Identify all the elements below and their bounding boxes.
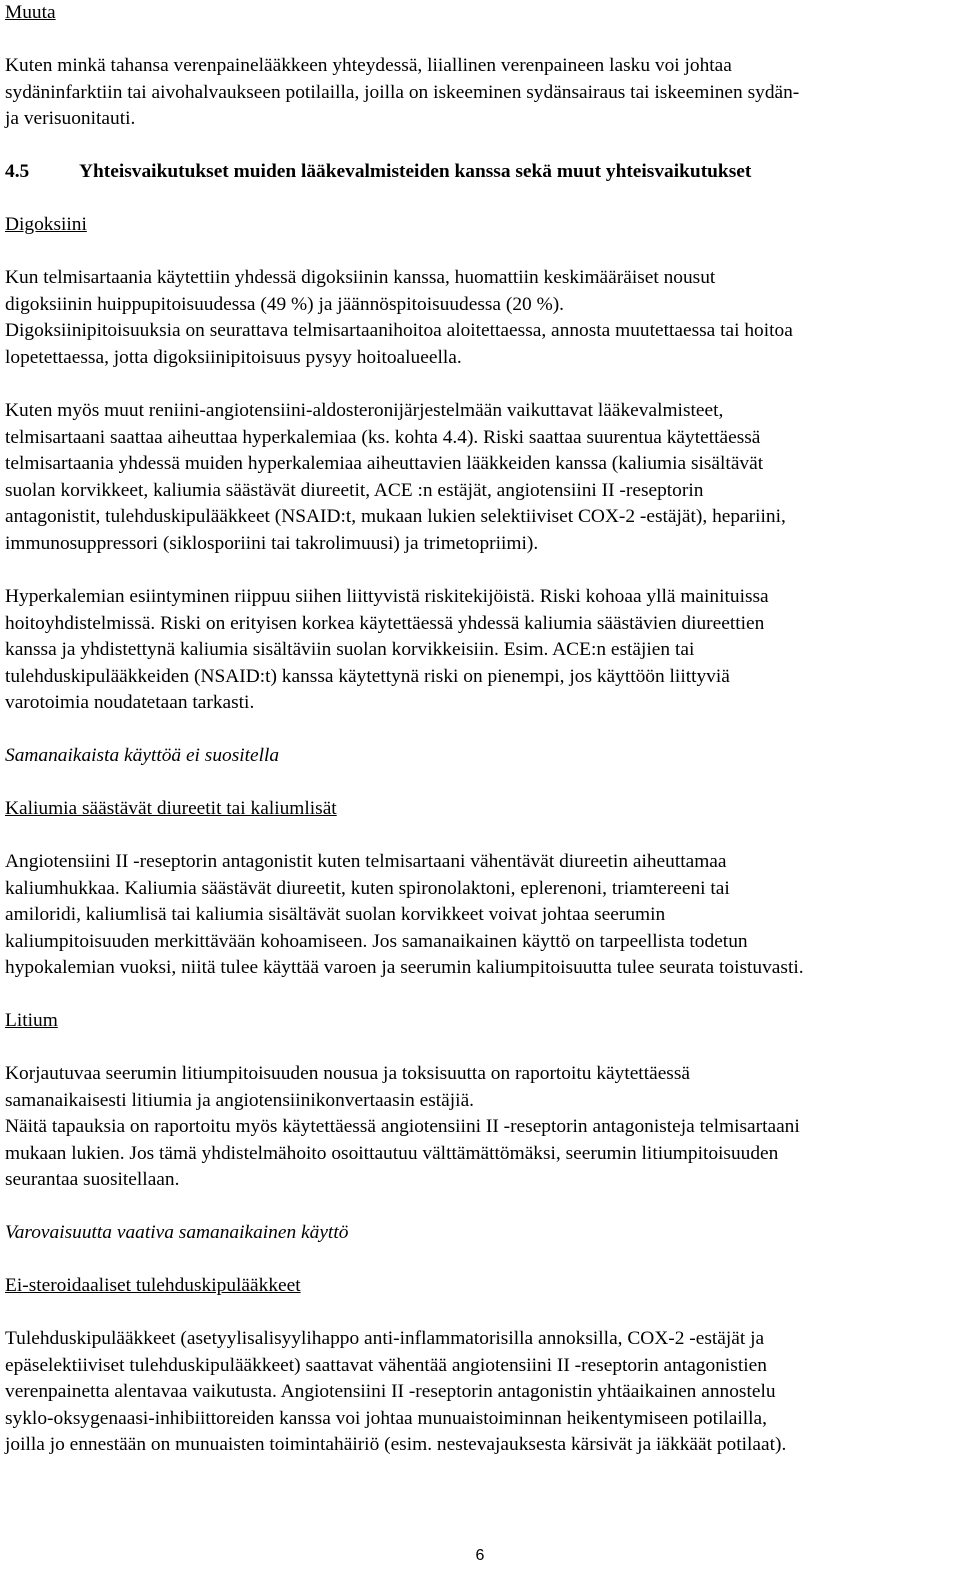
hyperkalemia-paragraph [5,584,769,717]
litium-line: Näitä tapauksia on raportoitu myös käytettäessä angiotensiini II -reseptorin antagonisteja telmisartaani [5,1116,800,1138]
section-title: Yhteisvaikutukset muiden lääkevalmisteiden kanssa sekä muut yhteisvaikutukset [79,161,752,182]
raas-line: suolan korvikkeet, kaliumia säästävät diureetit, ACE :n estäjät, angiotensiini II -reseptorin [5,479,704,501]
nsaid-line: epäselektiiviset tulehduskipulääkkeet) saattavat vähentää angiotensiini II -reseptorin antagonistien [5,1354,767,1376]
nsaid-paragraph [5,1326,786,1459]
kalium-line: kaliumhukkaa. Kaliumia säästävät diureetit, kuten spironolaktoni, eplerenoni, triamtereeni tai [5,877,730,899]
muuta-line: sydäninfarktiin tai aivohalvaukseen potilailla, joilla on iskeeminen sydänsairaus tai iskeeminen sydän- [5,81,800,103]
kalium-heading: Kaliumia säästävät diureetit tai kaliumlisät [5,798,337,819]
litium-line: Korjautuvaa seerumin litiumpitoisuuden nousua ja toksisuutta on raportoitu käytettäessä [5,1063,690,1084]
digoksiini-line: lopetettaessa, jotta digoksiinipitoisuus pysyy hoitoalueella. [5,346,462,368]
nsaid-line: verenpainetta alentavaa vaikutusta. Angiotensiini II -reseptorin antagonistin yhtäaikainen annostelu [5,1381,776,1403]
section-heading [5,159,751,186]
not-recommended-heading: Samanaikaista käyttöä ei suositella [5,745,280,766]
litium-line: seurantaa suositellaan. [5,1169,180,1191]
caution-heading: Varovaisuutta vaativa samanaikainen käyttö [5,1222,349,1243]
digoksiini-heading: Digoksiini [5,214,87,235]
page-number: 6 [475,1547,485,1564]
kalium-line: Angiotensiini II -reseptorin antagonistit kuten telmisartaani vähentävät diureetin aiheuttamaa [5,851,727,872]
hyperkalemia-line: kanssa ja yhdistettynä kaliumia sisältäviin suolan korvikkeisiin. Esim. ACE:n estäjien tai [5,639,695,661]
hyperkalemia-line: Hyperkalemian esiintyminen riippuu siihen liittyvistä riskitekijöistä. Riski kohoaa yllä mainituissa [5,586,769,607]
nsaid-heading: Ei-steroidaaliset tulehduskipulääkkeet [5,1275,301,1296]
raas-line: immunosuppressori (siklosporiini tai takrolimuusi) ja trimetopriimi). [5,532,539,554]
digoksiini-line: Digoksiinipitoisuuksia on seurattava telmisartaanihoitoa aloitettaessa, annosta muutettaessa tai hoitoa [5,320,793,342]
litium-line: samanaikaisesti litiumia ja angiotensiinikonvertaasin estäjiä. [5,1089,475,1111]
litium-paragraph [5,1061,800,1194]
hyperkalemia-line: tulehduskipulääkkeiden (NSAID:t) kanssa käytettynä riski on pienempi, jos käyttöön liittyviä [5,665,730,687]
nsaid-line: Tulehduskipulääkkeet (asetyylisalisyylihappo anti-inflammatorisilla annoksilla, COX-2 -estäjät ja [5,1328,765,1349]
nsaid-line: syklo-oksygenaasi-inhibiittoreiden kanssa voi johtaa munuaistoiminnan heikentymiseen potilailla, [5,1407,768,1429]
digoksiini-line: digoksiinin huippupitoisuudessa (49 %) ja jäännöspitoisuudessa (20 %). [5,293,565,315]
muuta-line: ja verisuonitauti. [5,108,136,130]
raas-line: antagonistit, tulehduskipulääkkeet (NSAID:t, mukaan lukien selektiiviset COX-2 -estäjät), hepariini, [5,506,786,528]
kalium-line: hypokalemian vuoksi, niitä tulee käyttää varoen ja seerumin kaliumpitoisuutta tulee seurata toistuvasti. [5,957,804,979]
kalium-line: amiloridi, kaliumlisä tai kaliumia sisältävät suolan korvikkeet voivat johtaa seerumin [5,904,666,926]
muuta-line: Kuten minkä tahansa verenpainelääkkeen yhteydessä, liiallinen verenpaineen lasku voi johtaa [5,55,732,76]
raas-line: telmisartaania yhdessä muiden hyperkalemiaa aiheuttavien lääkkeiden kanssa (kaliumia sisältävät [5,453,764,475]
raas-line: telmisartaani saattaa aiheuttaa hyperkalemiaa (ks. kohta 4.4). Riski saattaa suurentua käytettäessä [5,426,761,448]
litium-heading: Litium [5,1010,58,1031]
digoksiini-paragraph [5,265,793,371]
kalium-paragraph [5,849,804,982]
section-number: 4.5 [5,161,30,182]
kalium-line: kaliumpitoisuuden merkittävään kohoamiseen. Jos samanaikainen käyttö on tarpeellista todetun [5,930,748,952]
raas-line: Kuten myös muut reniini-angiotensiini-aldosteronijärjestelmään vaikuttavat lääkevalmisteet, [5,400,724,421]
digoksiini-line: Kun telmisartaania käytettiin yhdessä digoksiinin kanssa, huomattiin keskimääräiset nousut [5,267,716,288]
litium-line: mukaan lukien. Jos tämä yhdistelmähoito osoittautuu välttämättömäksi, seerumin litiumpitoisuuden [5,1142,779,1164]
muuta-paragraph [5,53,799,133]
hyperkalemia-line: varotoimia noudatetaan tarkasti. [5,692,255,714]
nsaid-line: joilla jo ennestään on munuaisten toimintahäiriö (esim. nestevajauksesta kärsivät ja iäkkäät potilaat). [5,1434,787,1456]
hyperkalemia-line: hoitoyhdistelmissä. Riski on erityisen korkea käytettäessä yhdessä kaliumia säästävien diureettien [5,612,765,634]
muuta-heading: Muuta [5,2,56,23]
raas-paragraph [5,398,786,558]
